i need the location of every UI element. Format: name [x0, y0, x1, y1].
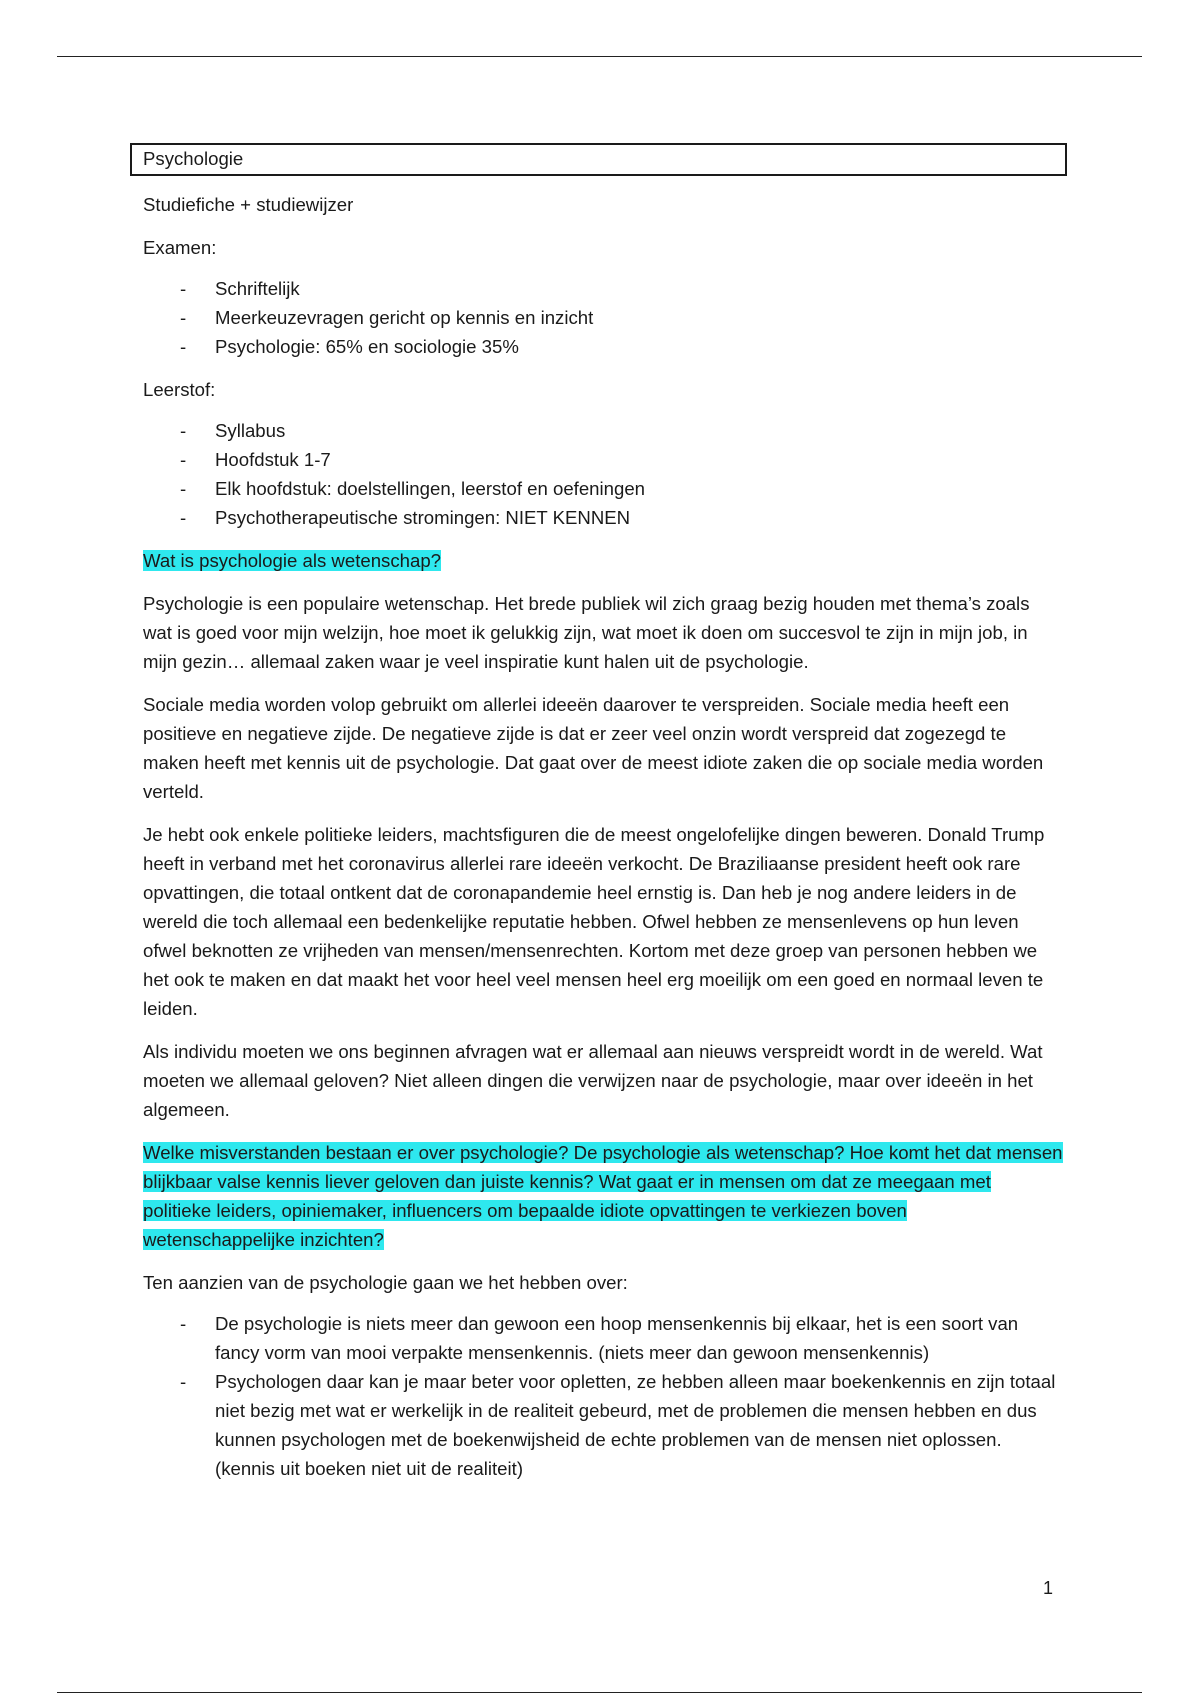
list-item — [143, 503, 1063, 532]
material-list — [143, 416, 1063, 532]
regarding-list — [143, 1309, 1063, 1483]
bullet-dash: - — [180, 449, 187, 470]
list-item-text: De psychologie is niets meer dan gewoon een hoop mensenkennis bij elkaar, het is een soort van fancy vorm van mooi verpakte mensenkennis. (niets meer dan gewoon mensenkennis) — [215, 1313, 1019, 1363]
document-title-box — [130, 143, 1067, 176]
header-rule — [57, 56, 1142, 57]
list-item — [143, 474, 1063, 503]
list-item — [143, 332, 1063, 361]
list-item — [143, 303, 1063, 332]
bullet-dash: - — [180, 507, 187, 528]
paragraph: Je hebt ook enkele politieke leiders, machtsfiguren die de meest ongelofelijke dingen beweren. Donald Trump heeft in verband met het coronavirus allerlei rare ideeën verkocht. De Braziliaanse president heeft ook rare opvattingen, die totaal ontkent dat de coronapandemie heel ernstig is. Dan heb je nog andere leiders in de wereld die toch allemaal een bedenkelijke reputatie hebben. Ofwel hebben ze mensenlevens op hun leven ofwel beknotten ze vrijheden van mensen/mensenrechten. Kortom met deze groep van personen hebben we het ook te maken en dat maakt het voor heel veel mensen heel erg moeilijk om een goed en normaal leven te leiden. — [143, 824, 1045, 1019]
list-item-text: Meerkeuzevragen gericht op kennis en inzicht — [215, 307, 594, 328]
list-item-text: Schriftelijk — [215, 278, 300, 299]
list-item-text: Psychologen daar kan je maar beter voor opletten, ze hebben alleen maar boekenkennis en zijn totaal niet bezig met wat er werkelijk in de realiteit gebeurd, met de problemen die mensen hebben en dus kunnen psychologen met de boekenwijsheid de echte problemen van de mensen niet oplossen. (kennis uit boeken niet uit de realiteit) — [215, 1371, 1056, 1479]
list-item — [143, 416, 1063, 445]
subtitle: Studiefiche + studiewijzer — [143, 194, 354, 215]
list-item — [143, 1309, 1063, 1367]
list-item-text: Psychologie: 65% en sociologie 35% — [215, 336, 519, 357]
bullet-dash: - — [180, 420, 187, 441]
bullet-dash: - — [180, 336, 187, 357]
paragraph: Als individu moeten we ons beginnen afvragen wat er allemaal aan nieuws verspreidt wordt in de wereld. Wat moeten we allemaal geloven? Niet alleen dingen die verwijzen naar de psychologie, maar over ideeën in het algemeen. — [143, 1041, 1043, 1120]
paragraph: Sociale media worden volop gebruikt om allerlei ideeën daarover te verspreiden. Sociale media heeft een positieve en negatieve zijde. De negatieve zijde is dat er zeer veel onzin wordt verspreid dat zogezegd te maken heeft met kennis uit de psychologie. Dat gaat over de meest idiote zaken die op sociale media worden verteld. — [143, 694, 1044, 802]
document-title: Psychologie — [143, 148, 244, 169]
footer-rule — [57, 1692, 1142, 1693]
highlighted-question: Wat is psychologie als wetenschap? — [143, 550, 441, 571]
bullet-dash: - — [180, 478, 187, 499]
document-page — [131, 143, 1076, 1497]
paragraph: Psychologie is een populaire wetenschap. Het brede publiek wil zich graag bezig houden met thema’s zoals wat is goed voor mijn welzijn, hoe moet ik gelukkig zijn, wat moet ik doen om succesvol te zijn in mijn job, in mijn gezin… allemaal zaken waar je veel inspiratie kunt halen uit de psychologie. — [143, 593, 1030, 672]
bullet-dash: - — [180, 307, 187, 328]
highlighted-paragraph — [143, 1138, 1063, 1254]
highlighted-questions: Welke misverstanden bestaan er over psychologie? De psychologie als wetenschap? Hoe komt het dat mensen blijkbaar valse kennis liever geloven dan juiste kennis? Wat gaat er in mensen om dat ze meegaan met politieke leiders, opiniemaker, influencers om bepaalde idiote opvattingen te verkiezen boven wetenschappelijke inzichten? — [143, 1142, 1063, 1250]
list-item-text: Psychotherapeutische stromingen: NIET KENNEN — [215, 507, 631, 528]
list-item-text: Syllabus — [215, 420, 286, 441]
list-item-text: Elk hoofdstuk: doelstellingen, leerstof en oefeningen — [215, 478, 646, 499]
bullet-dash: - — [180, 1371, 187, 1392]
regarding-intro: Ten aanzien van de psychologie gaan we het hebben over: — [143, 1272, 628, 1293]
bullet-dash: - — [180, 278, 187, 299]
bullet-dash: - — [180, 1313, 187, 1334]
page-number: 1 — [1043, 1578, 1054, 1598]
list-item — [143, 445, 1063, 474]
exam-list — [143, 274, 1063, 361]
list-item-text: Hoofdstuk 1-7 — [215, 449, 331, 470]
material-heading: Leerstof: — [143, 379, 216, 400]
list-item — [143, 1367, 1063, 1483]
list-item — [143, 274, 1063, 303]
exam-heading: Examen: — [143, 237, 217, 258]
section-question — [143, 546, 1063, 575]
